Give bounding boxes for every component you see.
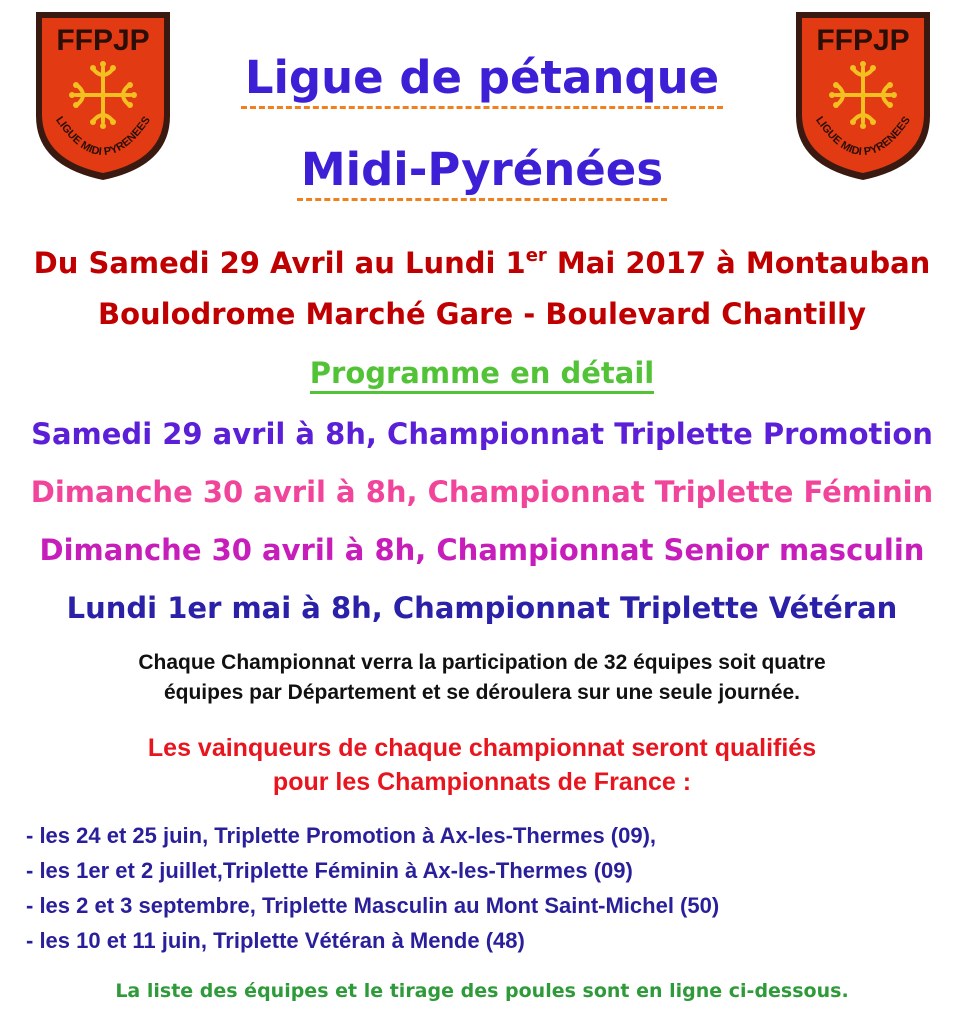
- svg-text:LIGUE MIDI PYRENEES: LIGUE MIDI PYRENEES: [813, 114, 913, 159]
- participation-info: Chaque Championnat verra la participation de 32 équipes soit quatre équipes par Département et se déroulera sur une seule journée.: [138, 651, 826, 704]
- event-item: Dimanche 30 avril à 8h, Championnat Triplette Féminin: [30, 475, 934, 509]
- event-item: Samedi 29 avril à 8h, Championnat Triplette Promotion: [31, 417, 933, 451]
- event-item: Dimanche 30 avril à 8h, Championnat Senior masculin: [39, 533, 925, 567]
- logo-text: FFPJP: [816, 24, 910, 57]
- list-item: - les 2 et 3 septembre, Triplette Masculin au Mont Saint-Michel (50): [26, 893, 720, 918]
- footer-note: La liste des équipes et le tirage des poules sont en ligne ci-dessous.: [115, 980, 849, 1002]
- list-item: - les 10 et 11 juin, Triplette Vétéran à Mende (48): [26, 928, 525, 953]
- event-venue: Boulodrome Marché Gare - Boulevard Chantilly: [97, 297, 867, 331]
- programme-heading: Programme en détail: [0, 353, 964, 393]
- france-championships-list: [26, 818, 719, 958]
- list-item: - les 24 et 25 juin, Triplette Promotion à Ax-les-Thermes (09),: [26, 823, 657, 848]
- list-item: - les 1er et 2 juillet,Triplette Féminin à Ax-les-Thermes (09): [26, 858, 633, 883]
- event-item: Lundi 1er mai à 8h, Championnat Triplette Vétéran: [66, 591, 898, 625]
- title-line-1: Ligue de pétanque: [0, 48, 964, 108]
- svg-text:LIGUE MIDI PYRENEES: LIGUE MIDI PYRENEES: [53, 114, 153, 159]
- logo-text: FFPJP: [56, 24, 150, 57]
- event-dates: Du Samedi 29 Avril au Lundi 1er Mai 2017 à Montauban: [33, 245, 931, 280]
- winners-info: Les vainqueurs de chaque championnat seront qualifiés pour les Championnats de France :: [147, 734, 817, 796]
- title-line-2: Midi-Pyrénées: [0, 140, 964, 200]
